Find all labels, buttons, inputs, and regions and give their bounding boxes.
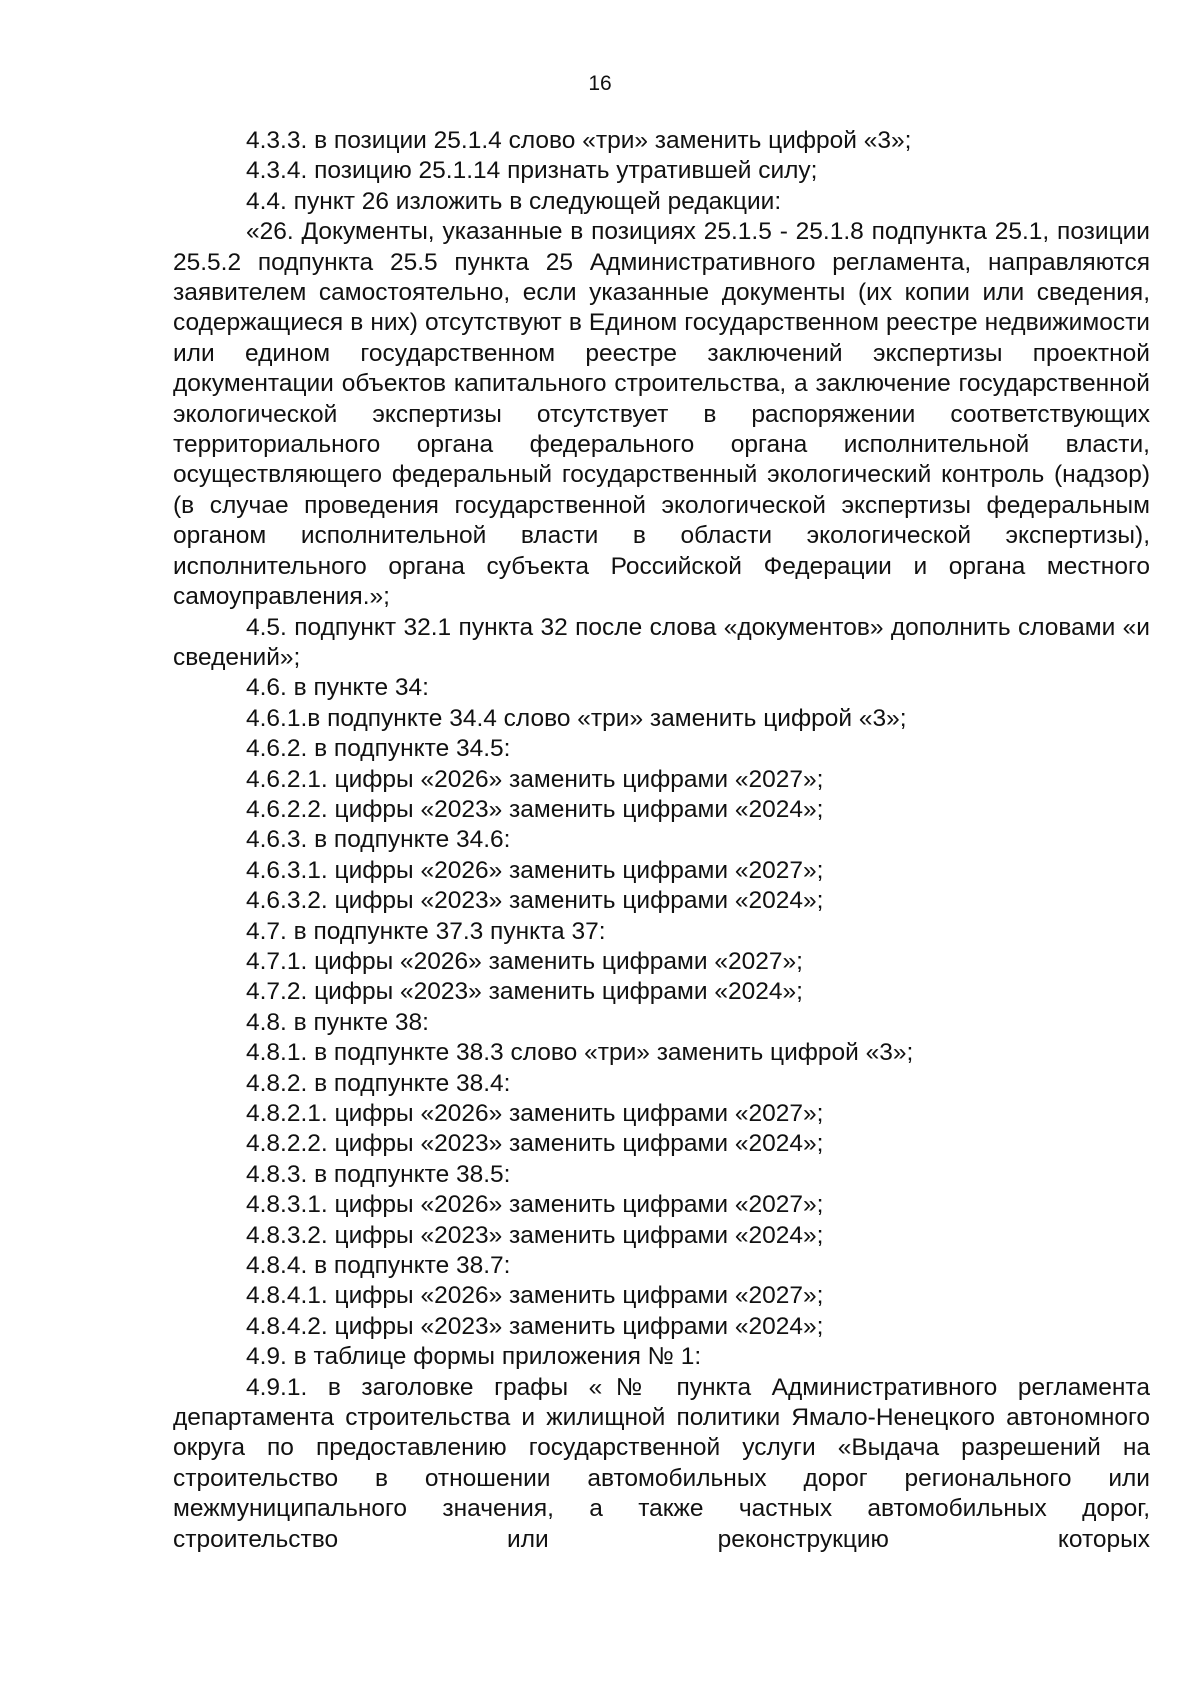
paragraph-4-8-4: 4.8.4. в подпункте 38.7: bbox=[246, 1252, 511, 1280]
paragraph-4-5: 4.5. подпункт 32.1 пункта 32 после слова «документов» дополнить словами «и сведений»; bbox=[173, 613, 1150, 671]
paragraph-4-8-4-2: 4.8.4.2. цифры «2023» заменить цифрами «2024»; bbox=[246, 1312, 824, 1340]
paragraph-4-6-3-1: 4.6.3.1. цифры «2026» заменить цифрами «2027»; bbox=[246, 856, 824, 884]
document-body bbox=[173, 126, 1150, 1555]
paragraph-4-9-1: 4.9.1. в заголовке графы «№ пункта Административного регламента департамента строительства и жилищной политики Ямало-Ненецкого автономного округа по предоставлению государственной услуги «Выдача разрешений на строительство в отношении автомобильных дорог регионального или межмуниципального значения, а также частных автомобильных дорог, строительство или реконструкцию которых bbox=[173, 1373, 1150, 1553]
paragraph-4-8-4-1: 4.8.4.1. цифры «2026» заменить цифрами «2027»; bbox=[246, 1282, 824, 1310]
paragraph-4-6-3-2: 4.6.3.2. цифры «2023» заменить цифрами «2024»; bbox=[246, 887, 824, 915]
paragraph-4-8-2: 4.8.2. в подпункте 38.4: bbox=[246, 1069, 511, 1097]
paragraph-4-6: 4.6. в пункте 34: bbox=[246, 674, 429, 702]
paragraph-4-8-3: 4.8.3. в подпункте 38.5: bbox=[246, 1160, 511, 1188]
paragraph-4-8-3-2: 4.8.3.2. цифры «2023» заменить цифрами «2024»; bbox=[246, 1221, 824, 1249]
paragraph-4-4: 4.4. пункт 26 изложить в следующей редакции: bbox=[246, 187, 782, 215]
paragraph-4-9: 4.9. в таблице формы приложения № 1: bbox=[246, 1343, 702, 1371]
paragraph-4-6-2-1: 4.6.2.1. цифры «2026» заменить цифрами «2027»; bbox=[246, 765, 824, 793]
paragraph-4-7-2: 4.7.2. цифры «2023» заменить цифрами «2024»; bbox=[246, 978, 803, 1006]
paragraph-4-7: 4.7. в подпункте 37.3 пункта 37: bbox=[246, 917, 606, 945]
paragraph-4-8: 4.8. в пункте 38: bbox=[246, 1008, 429, 1036]
paragraph-4-7-1: 4.7.1. цифры «2026» заменить цифрами «2027»; bbox=[246, 947, 803, 975]
paragraph-4-8-1: 4.8.1. в подпункте 38.3 слово «три» заменить цифрой «3»; bbox=[246, 1039, 914, 1067]
paragraph-4-8-2-2: 4.8.2.2. цифры «2023» заменить цифрами «2024»; bbox=[246, 1130, 824, 1158]
paragraph-26-quoted: «26. Документы, указанные в позициях 25.1.5 - 25.1.8 подпункта 25.1, позиции 25.5.2 подпункта 25.5 пункта 25 Административного регламента, направляются заявителем самостоятельно, если указанные документы (их копии или сведения, содержащиеся в них) отсутствуют в Едином государственном реестре недвижимости или едином государственном реестре заключений экспертизы проектной документации объектов капитального строительства, а заключение государственной экологической экспертизы отсутствует в распоряжении соответствующих территориального органа федерального органа исполнительной власти, осуществляющего федеральный государственный экологический контроль (надзор) (в случае проведения государственной экологической экспертизы федеральным органом исполнительной власти в области экологической экспертизы), исполнительного органа субъекта Российской Федерации и органа местного самоуправления.»; bbox=[173, 218, 1150, 611]
paragraph-4-6-2: 4.6.2. в подпункте 34.5: bbox=[246, 735, 511, 763]
paragraph-4-8-3-1: 4.8.3.1. цифры «2026» заменить цифрами «2027»; bbox=[246, 1191, 824, 1219]
paragraph-4-6-2-2: 4.6.2.2. цифры «2023» заменить цифрами «2024»; bbox=[246, 795, 824, 823]
paragraph-4-3-3: 4.3.3. в позиции 25.1.4 слово «три» заменить цифрой «3»; bbox=[246, 127, 912, 154]
paragraph-4-6-1: 4.6.1.в подпункте 34.4 слово «три» заменить цифрой «3»; bbox=[246, 704, 907, 732]
paragraph-4-3-4: 4.3.4. позицию 25.1.14 признать утратившей силу; bbox=[246, 157, 818, 185]
paragraph-4-6-3: 4.6.3. в подпункте 34.6: bbox=[246, 826, 511, 854]
paragraph-4-8-2-1: 4.8.2.1. цифры «2026» заменить цифрами «2027»; bbox=[246, 1100, 824, 1127]
page-number: 16 bbox=[588, 72, 612, 95]
